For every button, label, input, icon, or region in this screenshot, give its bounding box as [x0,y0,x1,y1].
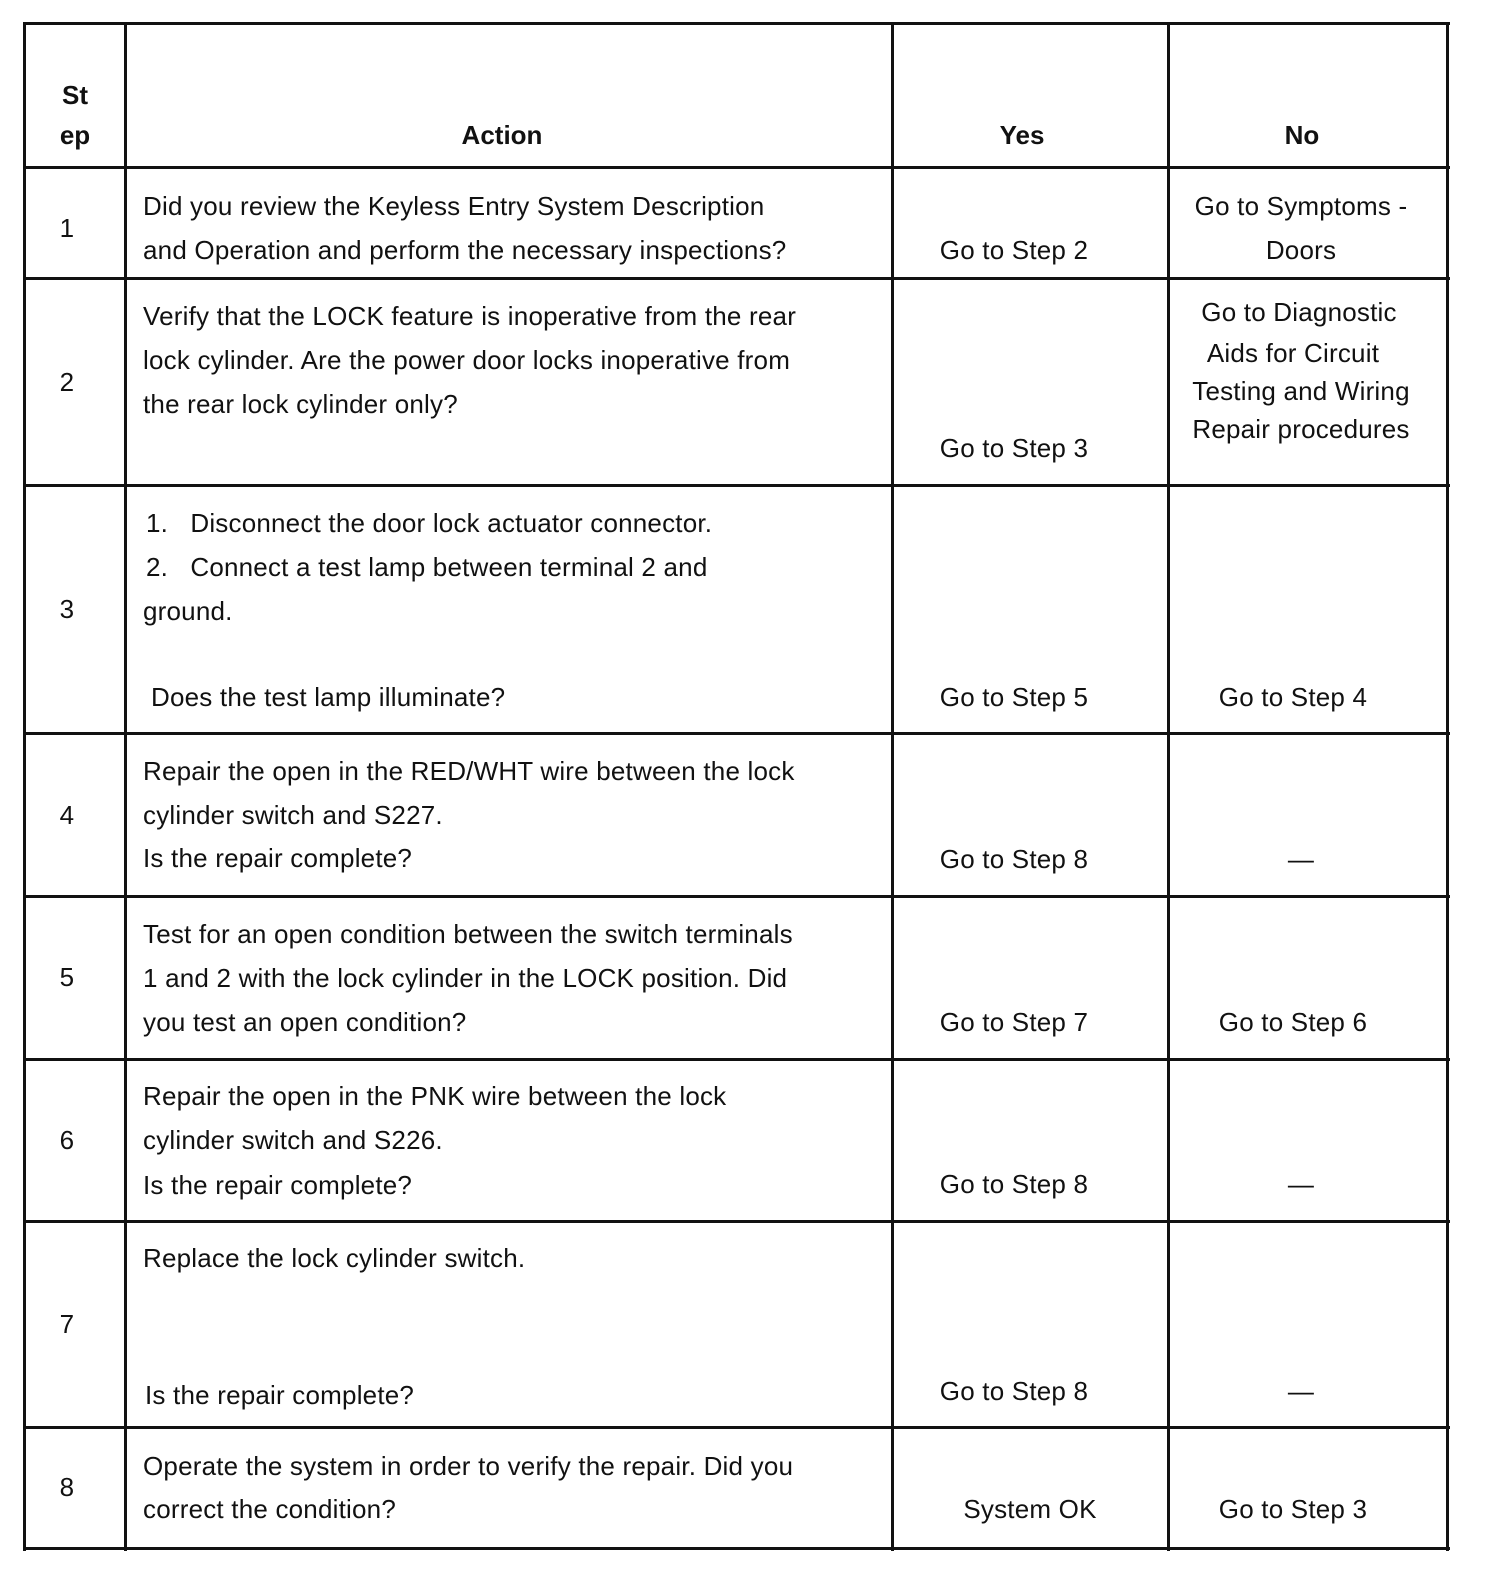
action-line: 2. Connect a test lamp between terminal 2 and [146,552,708,582]
no-line: Doors [1265,235,1337,265]
table-rule [23,1220,1450,1223]
action-line: cylinder switch and S226. [143,1125,443,1155]
no-line: Aids for Circuit [1206,338,1380,368]
yes-cell: Go to Step 8 [939,844,1089,874]
table-rule [23,166,1450,169]
action-line: Verify that the LOCK feature is inoperative from the rear [143,301,797,331]
no-cell: Go to Step 3 [1218,1494,1368,1524]
no-dash: — [1287,1376,1315,1406]
step-number: 3 [59,594,75,624]
header-step-line2: ep [59,120,91,150]
table-rule [23,732,1450,735]
yes-cell: Go to Step 7 [939,1007,1089,1037]
action-line: ground. [143,596,233,626]
step-number: 1 [59,213,75,243]
action-line: Replace the lock cylinder switch. [143,1243,526,1273]
action-line: Does the test lamp illuminate? [151,682,506,712]
action-line: 1 and 2 with the lock cylinder in the LOCK position. Did [143,963,788,993]
yes-cell: Go to Step 3 [939,433,1089,463]
table-rule [23,1426,1450,1429]
step-number: 6 [59,1125,75,1155]
table-rule [23,1058,1450,1061]
action-line: Test for an open condition between the switch terminals [143,919,793,949]
table-rule [23,277,1450,280]
yes-cell: Go to Step 5 [939,682,1089,712]
no-line: Go to Diagnostic [1201,297,1397,327]
action-line: 1. Disconnect the door lock actuator connector. [146,508,713,538]
action-line: Repair the open in the RED/WHT wire between the lock [143,756,795,786]
table-rule [23,895,1450,898]
no-dash: — [1287,844,1315,874]
action-line: Is the repair complete? [143,843,413,873]
action-line: Is the repair complete? [145,1380,415,1410]
action-line: the rear lock cylinder only? [143,389,458,419]
step-number: 4 [59,800,75,830]
action-line: Did you review the Keyless Entry System Description [143,191,765,221]
no-dash: — [1287,1169,1315,1199]
step-number: 8 [59,1472,75,1502]
header-no: No [1284,120,1320,150]
action-line: you test an open condition? [143,1007,467,1037]
no-line: Go to Symptoms - [1194,191,1408,221]
table-rule [23,1547,1450,1550]
no-cell: Go to Step 4 [1218,682,1368,712]
no-line: Repair procedures [1192,414,1410,444]
step-number: 7 [59,1309,75,1339]
table-rule [1446,23,1449,1551]
header-action: Action [461,120,543,150]
action-line: Operate the system in order to verify the repair. Did you [143,1451,794,1481]
yes-cell: Go to Step 8 [939,1376,1089,1406]
table-rule [23,22,1450,25]
step-number: 5 [59,962,75,992]
action-line: cylinder switch and S227. [143,800,443,830]
action-line: Is the repair complete? [143,1170,413,1200]
step-number: 2 [59,367,75,397]
yes-cell: Go to Step 8 [939,1169,1089,1199]
table-rule [124,23,127,1551]
yes-cell: Go to Step 2 [939,235,1089,265]
no-cell: Go to Step 6 [1218,1007,1368,1037]
header-step-line1: St [62,80,88,110]
action-line: correct the condition? [143,1494,396,1524]
table-rule [23,484,1450,487]
header-yes: Yes [999,120,1045,150]
yes-cell: System OK [963,1494,1097,1524]
action-line: and Operation and perform the necessary inspections? [143,235,787,265]
action-line: Repair the open in the PNK wire between the lock [143,1081,727,1111]
action-line: lock cylinder. Are the power door locks inoperative from [143,345,791,375]
no-line: Testing and Wiring [1192,376,1410,406]
